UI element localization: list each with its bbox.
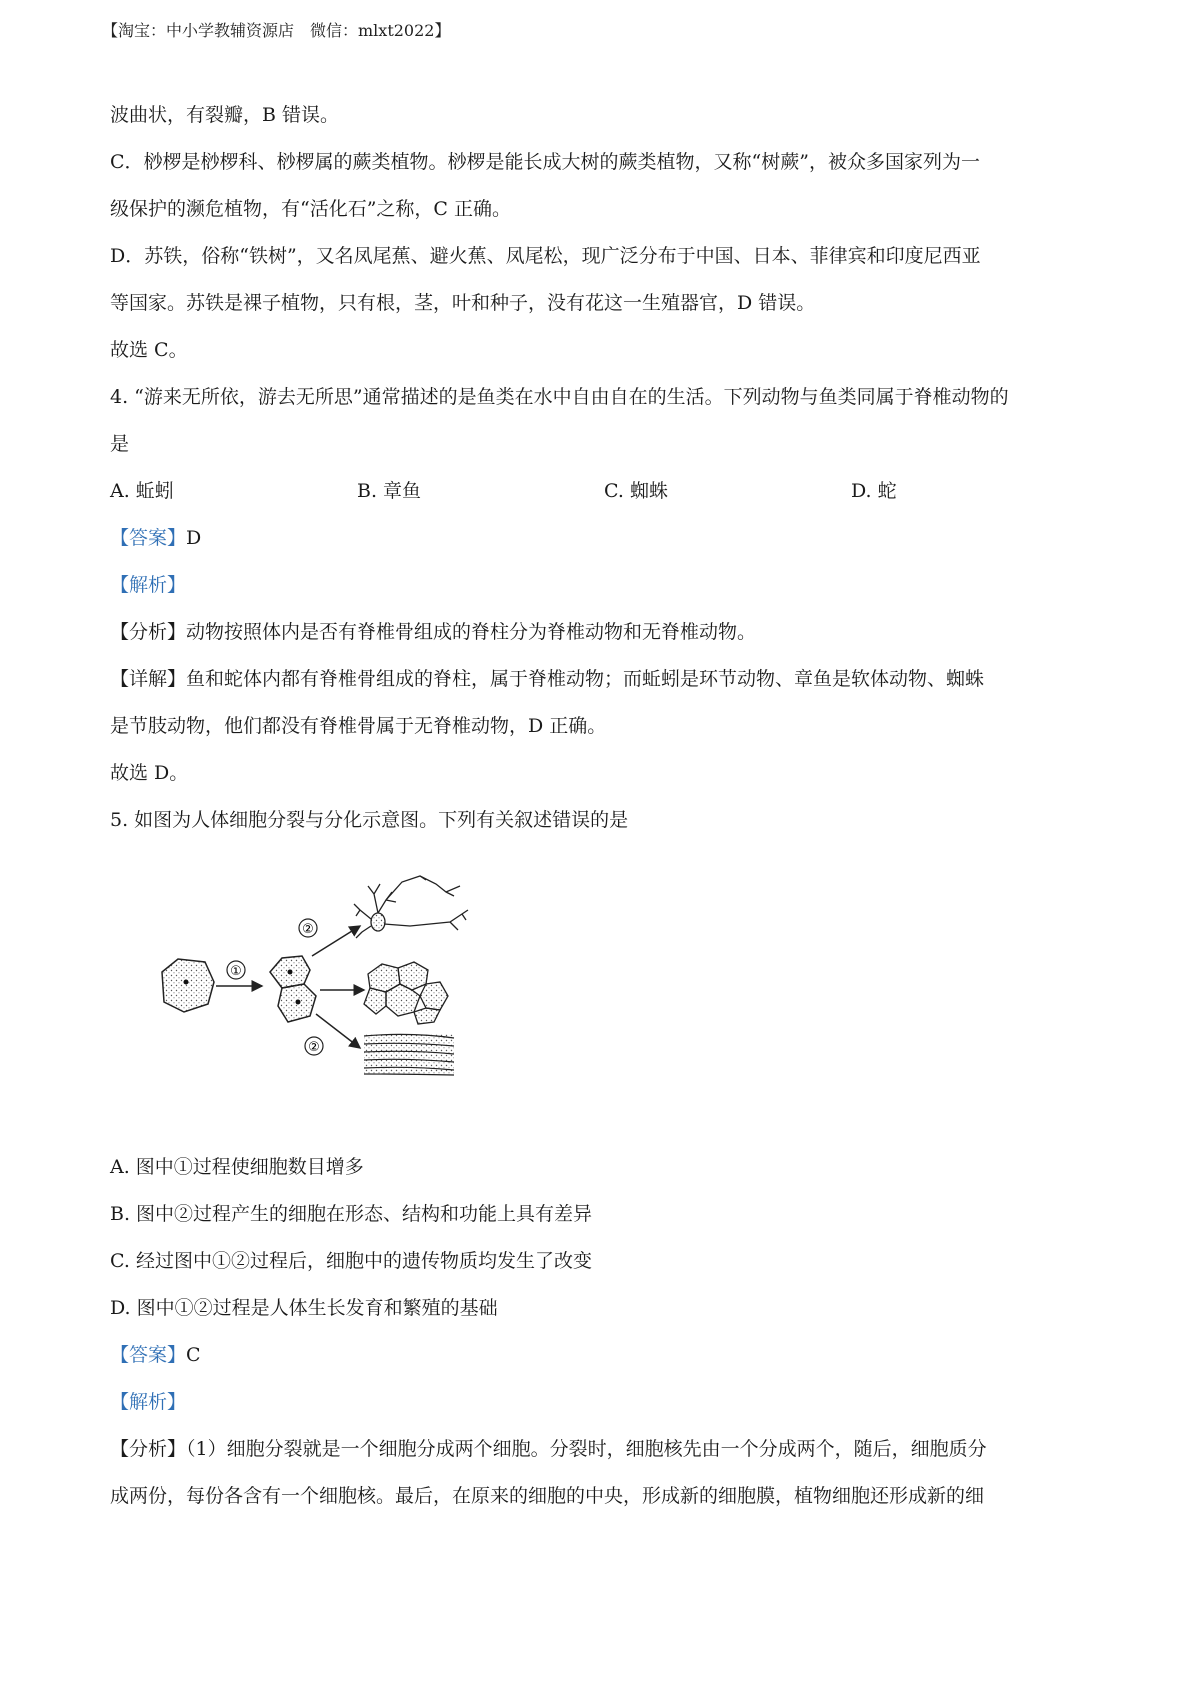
nucleus-icon: [296, 1000, 301, 1005]
answer-label: 【答案】: [110, 1344, 187, 1366]
document-body: [110, 92, 1100, 1520]
nucleus-icon: [288, 970, 293, 975]
arrow-differentiation-top: [312, 926, 360, 956]
text-line: 级保护的濒危植物，有“活化石”之称，C 正确。: [110, 198, 512, 220]
xiangjie-label: 【详解】: [110, 668, 187, 690]
question-4-options: [110, 468, 1100, 515]
fenxi-label: 【分析】: [110, 1438, 187, 1460]
answer-value: C: [186, 1344, 201, 1366]
neuron-cell: [354, 876, 468, 938]
fenxi-label: 【分析】: [110, 621, 187, 643]
question-5-stem: 5. 如图为人体细胞分裂与分化示意图。下列有关叙述错误的是: [110, 809, 629, 831]
option-b: B. 章鱼: [357, 480, 422, 502]
epithelial-cells: [364, 962, 448, 1024]
analysis-label: 【解析】: [110, 574, 187, 596]
figure-label-1: ①: [230, 964, 242, 979]
figure-label-2-top: ②: [302, 922, 314, 937]
question-5-option-c: C. 经过图中①②过程后，细胞中的遗传物质均发生了改变: [110, 1250, 592, 1272]
question-4-stem: 4. “游来无所依，游去无所思”通常描述的是鱼类在水中自由自在的生活。下列动物与鱼类同属于脊椎动物的: [110, 386, 1009, 408]
question-5-answer: [110, 1332, 1100, 1379]
question-4-answer: [110, 515, 1100, 562]
text-line: 等国家。苏铁是裸子植物，只有根，茎，叶和种子，没有花这一生殖器官，D 错误。: [110, 292, 816, 314]
text-line: 是节肢动物，他们都没有脊椎骨属于无脊椎动物，D 正确。: [110, 715, 607, 737]
analysis-label: 【解析】: [110, 1391, 187, 1413]
question-4-conclusion: 故选 D。: [110, 762, 189, 784]
question-4-fenxi: [110, 609, 1100, 656]
single-cell: [162, 959, 214, 1012]
fenxi-text: 动物按照体内是否有脊椎骨组成的脊柱分为脊椎动物和无脊椎动物。: [186, 621, 757, 643]
text-line: D．苏铁，俗称“铁树”，又名凤尾蕉、避火蕉、凤尾松，现广泛分布于中国、日本、菲律宾和印度尼西亚: [110, 245, 981, 267]
question-4-stem-cont: 是: [110, 433, 130, 455]
text-line: C．桫椤是桫椤科、桫椤属的蕨类植物。桫椤是能长成大树的蕨类植物，又称“树蕨”，被众多国家列为一: [110, 151, 980, 173]
question-4-xiangjie: [110, 656, 1100, 703]
muscle-fibers: [364, 1034, 454, 1075]
text-line: 故选 C。: [110, 339, 188, 361]
text-line: 成两份，每份各含有一个细胞核。最后，在原来的细胞的中央，形成新的细胞膜，植物细胞还形成新的细: [110, 1485, 985, 1507]
answer-label: 【答案】: [110, 527, 187, 549]
question-5-fenxi: [110, 1426, 1100, 1473]
answer-value: D: [186, 527, 202, 549]
cell-division-diagram: [150, 864, 480, 1094]
question-5-option-a: A. 图中①过程使细胞数目增多: [110, 1156, 364, 1178]
question-5-option-b: B. 图中②过程产生的细胞在形态、结构和功能上具有差异: [110, 1203, 593, 1225]
option-a: A. 蚯蚓: [110, 480, 174, 502]
fenxi-text: （1）细胞分裂就是一个细胞分成两个细胞。分裂时，细胞核先由一个分成两个，随后，细胞质分: [186, 1438, 987, 1460]
option-d: D. 蛇: [851, 480, 897, 502]
option-c: C. 蜘蛛: [604, 480, 668, 502]
cell-division-figure: [150, 864, 480, 1094]
question-5-option-d: D. 图中①②过程是人体生长发育和繁殖的基础: [110, 1297, 498, 1319]
nucleus-icon: [184, 980, 189, 985]
figure-label-2-bottom: ②: [308, 1040, 320, 1055]
xiangjie-text: 鱼和蛇体内都有脊椎骨组成的脊柱，属于脊椎动物；而蚯蚓是环节动物、章鱼是软体动物、蜘蛛: [186, 668, 985, 690]
text-line: 波曲状，有裂瓣，B 错误。: [110, 104, 340, 126]
page-header: 【淘宝：中小学教辅资源店 微信：mlxt2022】: [102, 21, 451, 40]
